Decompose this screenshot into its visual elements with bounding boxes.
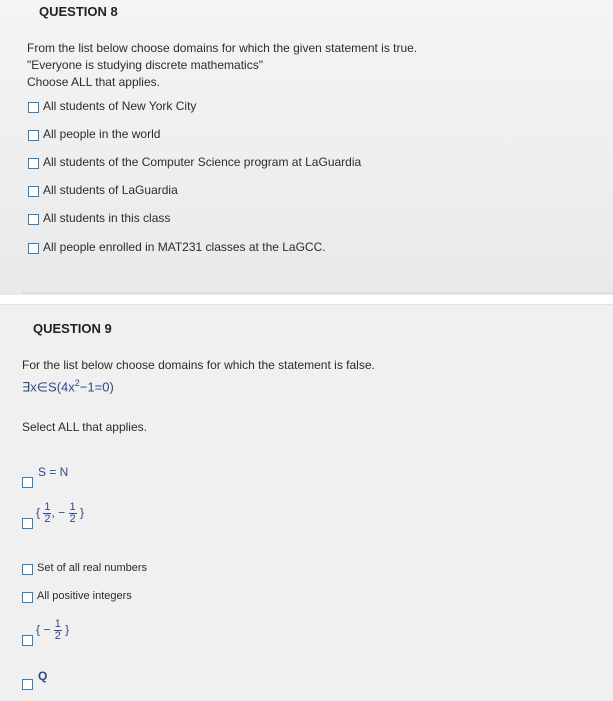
q8-option-5-checkbox[interactable] (28, 214, 39, 225)
q8-option-6-label[interactable]: All people enrolled in MAT231 classes at the LaGCC. (43, 240, 326, 254)
question-8-panel (0, 0, 613, 295)
set-close-brace: } (79, 505, 84, 520)
q9-option-5-label[interactable] (36, 619, 69, 642)
q9-option-4-label[interactable]: All positive integers (37, 590, 132, 602)
set-close-brace-neg: } (65, 622, 70, 637)
set-open-brace-neg: { − (36, 622, 51, 637)
question-8-choose-all: Choose ALL that applies. (27, 75, 160, 89)
fraction-neg-half: $\frac{1}{2}$ (54, 618, 61, 642)
question-9-panel (0, 304, 613, 701)
q9-option-5-checkbox[interactable] (22, 635, 33, 646)
fraction-2: $\frac{1}{2}$ (69, 501, 76, 525)
formula-prefix: ∃x∈S(4x (22, 379, 75, 395)
q9-option-6-label[interactable]: Q (38, 669, 48, 683)
formula-exponent: 2 (74, 378, 80, 388)
q8-option-2-checkbox[interactable] (28, 130, 39, 141)
q8-option-4-label[interactable]: All students of LaGuardia (43, 183, 178, 197)
q9-option-1-checkbox[interactable] (22, 477, 33, 488)
section-divider (22, 292, 613, 294)
question-9-select-all: Select ALL that applies. (22, 420, 147, 434)
q9-option-3-label[interactable]: Set of all real numbers (37, 562, 148, 574)
set-separator: , − (51, 505, 66, 520)
q9-option-6-checkbox[interactable] (22, 679, 33, 690)
q9-option-2-checkbox[interactable] (22, 518, 33, 529)
q9-option-2-label[interactable] (36, 502, 84, 525)
formula-suffix: −1=0) (79, 379, 114, 395)
q8-option-6-checkbox[interactable] (28, 243, 39, 254)
question-8-instruction: From the list below choose domains for which the given statement is true. (27, 41, 418, 55)
q9-option-3-checkbox[interactable] (22, 564, 33, 575)
question-9-instruction: For the list below choose domains for which the statement is false. (22, 358, 375, 372)
q8-option-1-label[interactable]: All students of New York City (43, 99, 197, 113)
q8-option-1-checkbox[interactable] (28, 102, 39, 113)
set-open-brace: { (36, 505, 41, 520)
q8-option-5-label[interactable]: All students in this class (43, 211, 171, 225)
question-8-statement: "Everyone is studying discrete mathematics" (27, 58, 263, 72)
fraction-1: $\frac{1}{2}$ (44, 501, 51, 525)
question-8-title: QUESTION 8 (39, 4, 118, 19)
question-9-title: QUESTION 9 (33, 321, 112, 336)
q8-option-2-label[interactable]: All people in the world (43, 127, 161, 141)
q8-option-3-label[interactable]: All students of the Computer Science program at LaGuardia (43, 155, 362, 169)
q9-option-4-checkbox[interactable] (22, 592, 33, 603)
question-9-formula (22, 378, 114, 395)
q9-option-1-label[interactable]: S = N (38, 465, 69, 479)
q8-option-3-checkbox[interactable] (28, 158, 39, 169)
q8-option-4-checkbox[interactable] (28, 186, 39, 197)
